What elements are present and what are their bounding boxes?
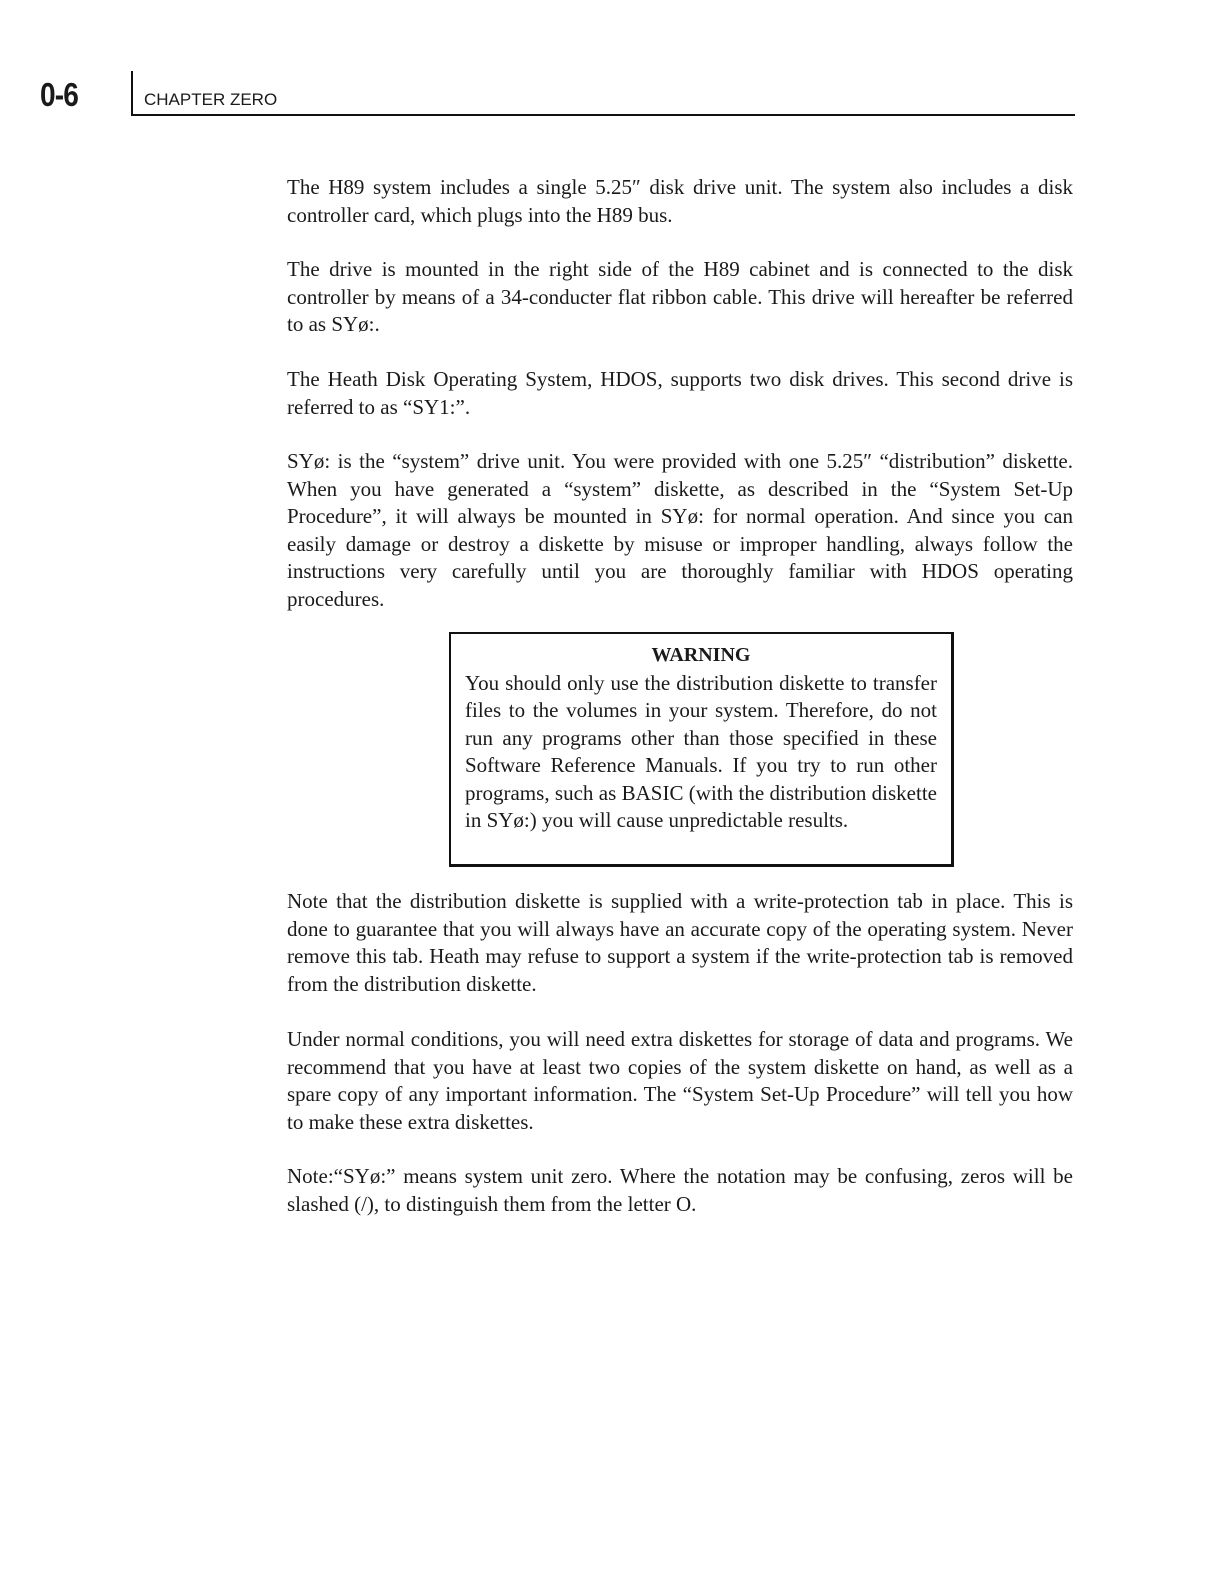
paragraph: Under normal conditions, you will need extra diskettes for storage of data and programs. We recommend that you have at least two copies of the system diskette on hand, as well as a spare copy of any important information. The “System Set-Up Procedure” will tell you how to make these extra diskettes. [287,1027,1073,1134]
warning-box [449,632,954,867]
paragraph: SYø: is the “system” drive unit. You were provided with one 5.25″ “distribution” diskette. When you have generated a “system” diskette, as described in the “System Set-Up Procedure”, it will always be mounted in SYø: for normal operation. And since you can easily damage or destroy a diskette by misuse or improper handling, always follow the instructions very carefully until you are thoroughly familiar with HDOS operating procedures. [287,449,1073,611]
header-rule [131,114,1075,116]
paragraph: The Heath Disk Operating System, HDOS, supports two disk drives. This second drive is referred to as “SY1:”. [287,367,1073,419]
paragraph: The drive is mounted in the right side of the H89 cabinet and is connected to the disk controller by means of a 34-conducter flat ribbon cable. This drive will hereafter be referred to as SYø:. [287,257,1073,336]
paragraph: Note that the distribution diskette is supplied with a write-protection tab in place. This is done to guarantee that you will always have an accurate copy of the operating system. Never remove this tab. Heath may refuse to support a system if the write-protection tab is removed from the distribution diskette. [287,889,1073,996]
chapter-title: CHAPTER ZERO [144,90,278,109]
warning-body: You should only use the distribution diskette to transfer files to the volumes in your system. Therefore, do not run any programs other than those specified in these Software Reference Manuals. If you try to run other programs, such as BASIC (with the distribution diskette in SYø:) you will cause unpredictable results. [465,670,937,832]
header-divider [131,71,133,116]
paragraph: Note:“SYø:” means system unit zero. Where the notation may be confusing, zeros will be slashed (/), to distinguish them from the letter O. [287,1164,1073,1216]
warning-title: WARNING [651,644,751,666]
paragraph: The H89 system includes a single 5.25″ disk drive unit. The system also includes a disk controller card, which plugs into the H89 bus. [287,175,1073,227]
page-number: 0-6 [40,76,78,113]
